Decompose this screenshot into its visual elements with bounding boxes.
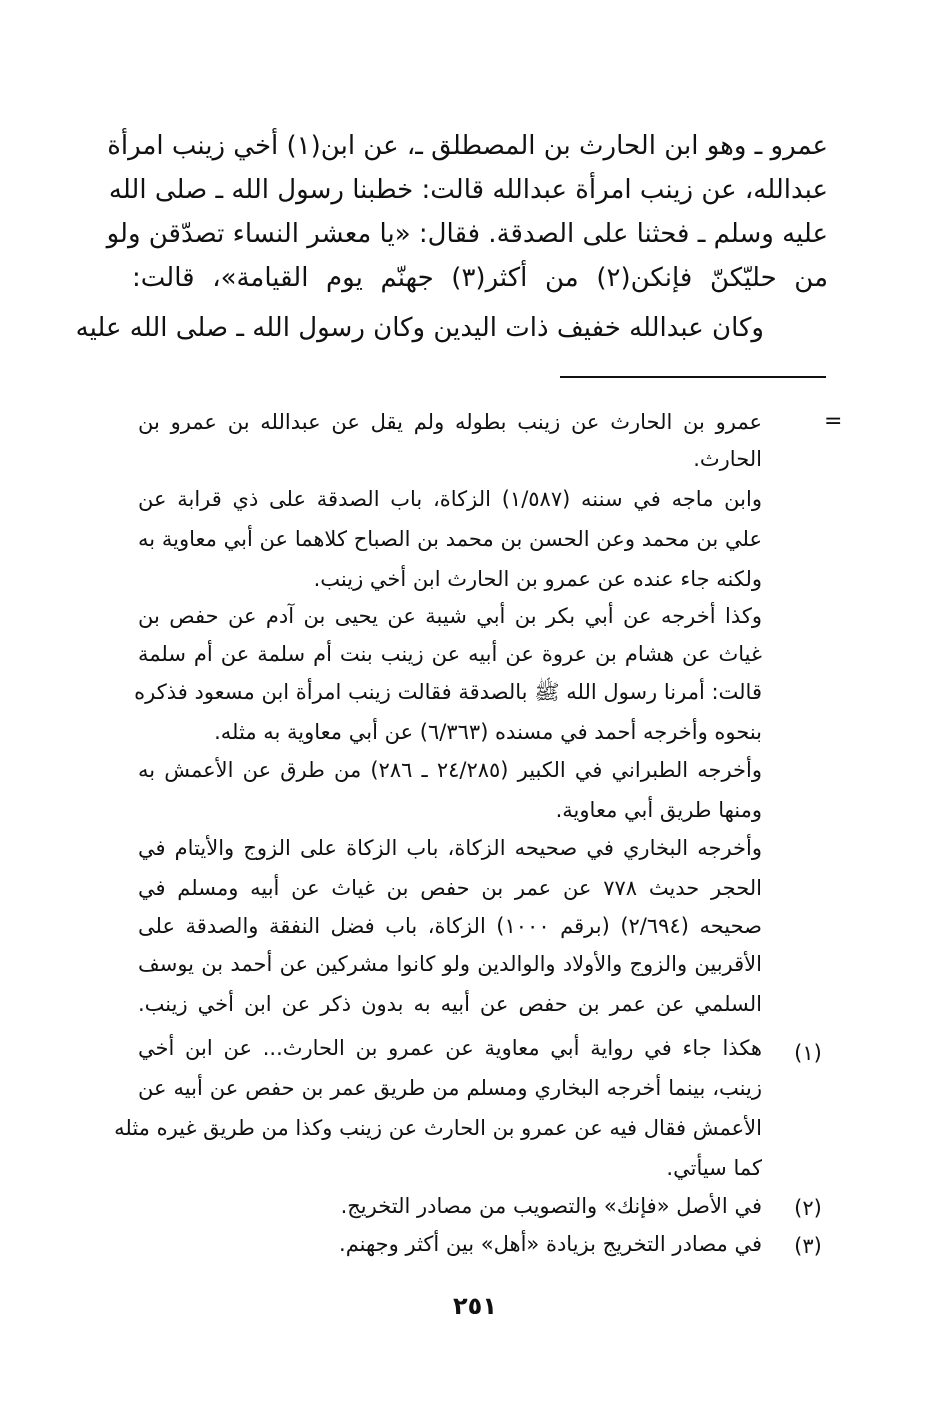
footnote-line: زينب، بينما أخرجه البخاري ومسلم من طريق عمر بن حفص عن أبيه عن (138, 1076, 762, 1100)
continuation-mark: = (824, 409, 843, 434)
footnote-number: (٣) (794, 1234, 822, 1258)
footnote-line: غياث عن هشام بن عروة عن أبيه عن زينب بنت أم سلمة عن أم سلمة (138, 642, 762, 666)
footnote-line: في مصادر التخريج بزيادة «أهل» بين أكثر وجهنم. (339, 1232, 762, 1256)
main-text-line: عليه وسلم ـ فحثنا على الصدقة. فقال: «يا معشر النساء تصدّقن ولو (106, 219, 828, 249)
footnote-line: الأعمش فقال فيه عن عمرو بن الحارث عن زينب وكذا من طريق غيره مثله (114, 1116, 762, 1140)
footnote-separator (560, 376, 826, 378)
footnote-line: ولكنه جاء عنده عن عمرو بن الحارث ابن أخي زينب. (313, 567, 762, 591)
footnote-line: علي بن محمد وعن الحسن بن محمد بن الصباح كلاهما عن أبي معاوية به (138, 527, 762, 551)
footnote-line: عمرو بن الحارث عن زينب بطوله ولم يقل عن عبدالله بن عمرو بن (138, 410, 762, 434)
footnote-line: وأخرجه البخاري في صحيحه الزكاة، باب الزكاة على الزوج والأيتام في (138, 836, 762, 860)
footnote-line: السلمي عن عمر بن حفص عن أبيه به بدون ذكر عن ابن أخي زينب. (138, 992, 762, 1016)
footnote-number: (٢) (794, 1196, 822, 1220)
footnote-line: وابن ماجه في سننه (١/٥٨٧) الزكاة، باب الصدقة على ذي قرابة عن (138, 487, 762, 511)
footnote-line: الأقربين والزوج والأولاد والوالدين ولو كانوا مشركين عن أحمد بن يوسف (138, 952, 762, 976)
footnote-line: الحارث. (693, 447, 762, 471)
footnote-line: وأخرجه الطبراني في الكبير (٢٤/٢٨٥ ـ ٢٨٦) من طرق عن الأعمش به (138, 758, 762, 782)
footnote-line: ومنها طريق أبي معاوية. (555, 798, 762, 822)
footnote-line: كما سيأتي. (666, 1156, 762, 1180)
footnote-line: في الأصل «فإنك» والتصويب من مصادر التخريج. (340, 1194, 762, 1218)
main-text-line: عمرو ـ وهو ابن الحارث بن المصطلق ـ، عن ابن(١) أخي زينب امرأة (107, 131, 828, 161)
footnote-line: صحيحه (٢/٦٩٤) (برقم ١٠٠٠) الزكاة، باب فضل النفقة والصدقة على (138, 914, 762, 938)
footnote-line: قالت: أمرنا رسول الله ﷺ بالصدقة فقالت زينب امرأة ابن مسعود فذكره (134, 680, 762, 704)
footnote-line: هكذا جاء في رواية أبي معاوية عن عمرو بن الحارث... عن ابن أخي (138, 1036, 762, 1060)
main-text-line: عبدالله، عن زينب امرأة عبدالله قالت: خطبنا رسول الله ـ صلى الله (108, 175, 828, 205)
footnote-number: (١) (794, 1041, 822, 1065)
page-number: ٢٥١ (453, 1292, 497, 1320)
main-text-line: من حليّكنّ فإنكن(٢) من أكثر(٣) جهنّم يوم القيامة»، قالت: (132, 263, 829, 293)
footnote-line: بنحوه وأخرجه أحمد في مسنده (٦/٣٦٣) عن أبي معاوية به مثله. (214, 720, 762, 744)
main-text-line: وكان عبدالله خفيف ذات اليدين وكان رسول الله ـ صلى الله عليه (75, 313, 764, 343)
footnote-line: الحجر حديث ٧٧٨ عن عمر بن حفص بن غياث عن أبيه ومسلم في (138, 876, 762, 900)
footnote-line: وكذا أخرجه عن أبي بكر بن أبي شيبة عن يحيى بن آدم عن حفص بن (138, 604, 762, 628)
